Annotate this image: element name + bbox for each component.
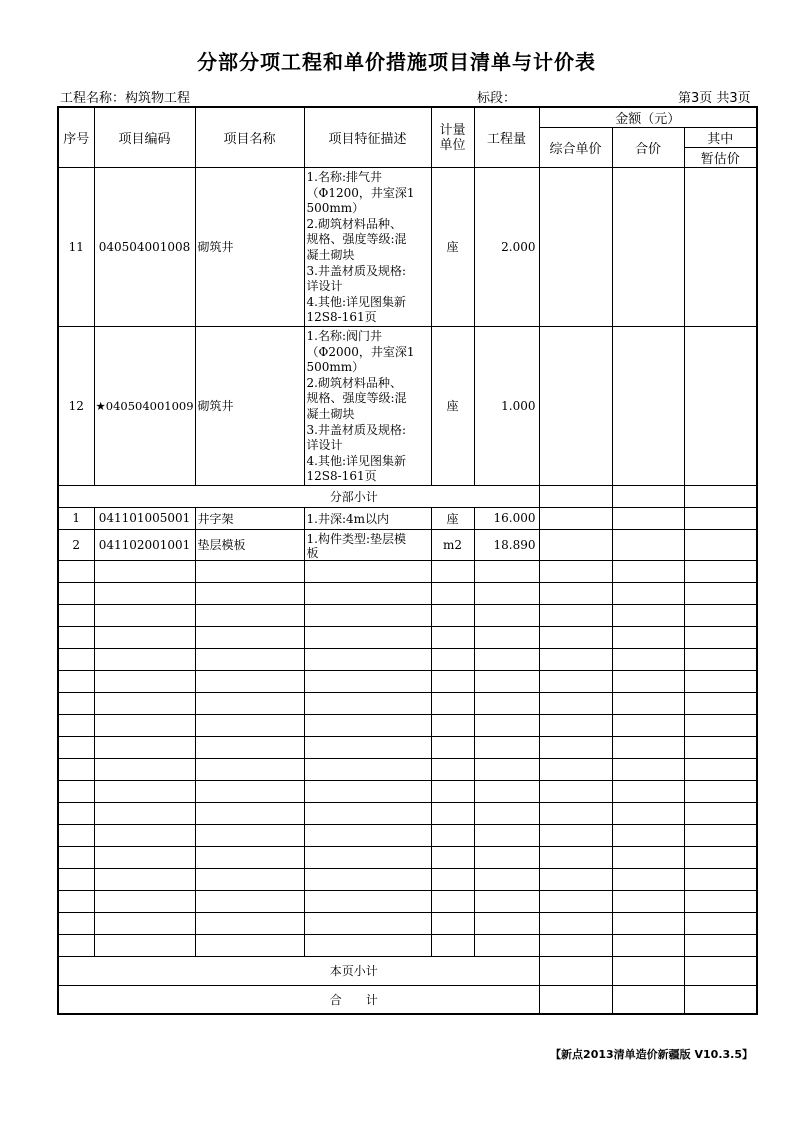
empty-cell [304,648,431,670]
empty-cell [431,912,474,934]
desc-line: 1.名称:排气井 [306,170,382,184]
row-unit: 座 [431,168,474,327]
desc-line: 规格、强度等级:混 [306,232,407,247]
page-subtotal-row [58,956,757,985]
empty-cell [304,626,431,648]
empty-cell [684,692,757,714]
empty-cell [195,912,304,934]
empty-cell [304,802,431,824]
desc-line: 凝土砌块 [306,406,355,421]
row-unit-price [539,168,612,327]
table-row [58,529,757,560]
empty-cell [684,736,757,758]
row-qty: 2.000 [474,168,539,327]
grand-total-row [58,985,757,1014]
header-amount: 金额（元） [539,107,757,128]
empty-row [58,934,757,956]
row-code: ★040504001009 [94,326,195,485]
header-unit [431,107,474,168]
empty-cell [684,714,757,736]
empty-cell [431,890,474,912]
empty-cell [94,648,195,670]
empty-cell [539,890,612,912]
empty-cell [58,648,94,670]
row-provisional [684,507,757,529]
grand-total-total [612,985,684,1014]
empty-row [58,560,757,582]
empty-cell [612,934,684,956]
empty-cell [431,846,474,868]
empty-cell [612,670,684,692]
empty-cell [94,912,195,934]
empty-cell [94,736,195,758]
desc-line: 12S8-161页 [306,469,377,484]
project-name: 工程名称：构筑物工程 [60,91,191,106]
software-footer: 【新点2013清单造价新疆版 V10.3.5】 [550,1048,753,1061]
empty-cell [684,560,757,582]
empty-cell [612,604,684,626]
empty-cell [195,824,304,846]
empty-cell [58,912,94,934]
empty-cell [474,868,539,890]
desc-line: 凝土砌块 [306,247,355,262]
empty-cell [539,846,612,868]
header-name: 项目名称 [195,107,304,168]
empty-cell [431,868,474,890]
header-seq: 序号 [58,107,94,168]
empty-cell [612,890,684,912]
empty-cell [94,626,195,648]
row-code: 040504001008 [94,168,195,327]
empty-cell [195,582,304,604]
row-unit-price [539,529,612,560]
header-unit-price: 综合单价 [539,128,612,168]
empty-cell [304,582,431,604]
empty-cell [431,802,474,824]
row-name: 垫层模板 [195,529,304,560]
row-desc: 1.井深:4m以内 [304,507,431,529]
empty-cell [474,912,539,934]
empty-cell [612,758,684,780]
empty-cell [58,692,94,714]
row-code: 041101005001 [94,507,195,529]
empty-cell [431,758,474,780]
row-qty: 16.000 [474,507,539,529]
row-total [612,529,684,560]
empty-cell [58,670,94,692]
table-row [58,507,757,529]
row-unit-price [539,326,612,485]
empty-cell [195,670,304,692]
empty-cell [195,714,304,736]
empty-cell [539,868,612,890]
empty-cell [304,780,431,802]
row-desc [304,529,431,560]
row-name: 井字架 [195,507,304,529]
section-label: 标段： [477,91,517,106]
empty-cell [304,604,431,626]
header-features: 项目特征描述 [304,107,431,168]
subtotal-label: 分部小计 [58,485,539,507]
row-seq: 2 [58,529,94,560]
empty-cell [304,912,431,934]
row-seq: 12 [58,326,94,485]
empty-cell [304,890,431,912]
empty-cell [431,604,474,626]
empty-cell [94,560,195,582]
row-unit: 座 [431,507,474,529]
empty-cell [612,692,684,714]
desc-line: 500mm） [306,201,365,216]
empty-cell [195,626,304,648]
empty-cell [539,604,612,626]
page-subtotal-label: 本页小计 [58,956,539,985]
empty-cell [539,560,612,582]
desc-line: 3.井盖材质及规格: [306,263,406,278]
empty-cell [94,670,195,692]
empty-cell [539,626,612,648]
header-quantity: 工程量 [474,107,539,168]
empty-cell [612,714,684,736]
empty-cell [684,890,757,912]
empty-cell [612,582,684,604]
row-qty: 1.000 [474,326,539,485]
empty-cell [58,736,94,758]
grand-total-unit-price [539,985,612,1014]
empty-cell [684,604,757,626]
empty-cell [431,692,474,714]
empty-cell [94,868,195,890]
desc-line: 12S8-161页 [306,310,377,325]
empty-row [58,604,757,626]
page-subtotal-unit-price [539,956,612,985]
empty-cell [474,758,539,780]
empty-cell [304,670,431,692]
empty-cell [94,758,195,780]
row-name: 砌筑井 [195,168,304,327]
subtotal-provisional [684,485,757,507]
grand-total-provisional [684,985,757,1014]
empty-cell [474,890,539,912]
empty-cell [304,824,431,846]
empty-row [58,692,757,714]
empty-cell [539,582,612,604]
empty-cell [539,802,612,824]
row-desc [304,168,431,327]
empty-cell [474,626,539,648]
empty-cell [94,780,195,802]
empty-cell [195,868,304,890]
empty-cell [474,560,539,582]
empty-cell [539,692,612,714]
empty-row [58,670,757,692]
empty-cell [684,824,757,846]
empty-cell [58,604,94,626]
empty-cell [58,714,94,736]
empty-cell [474,824,539,846]
empty-cell [304,868,431,890]
desc-line: 3.井盖材质及规格: [306,422,406,437]
empty-cell [612,846,684,868]
subtotal-row [58,485,757,507]
empty-cell [431,582,474,604]
empty-cell [195,560,304,582]
empty-cell [684,758,757,780]
empty-row [58,890,757,912]
table-row [58,326,757,485]
empty-cell [684,626,757,648]
empty-cell [539,670,612,692]
empty-row [58,736,757,758]
header-of-which: 其中 [684,128,757,148]
row-provisional [684,168,757,327]
desc-line: 2.砌筑材料品种、 [306,375,402,390]
empty-cell [195,692,304,714]
desc-line: 板 [306,545,319,560]
desc-line: 1.构件类型:垫层模 [306,531,406,546]
row-qty: 18.890 [474,529,539,560]
row-total [612,168,684,327]
empty-cell [304,758,431,780]
empty-cell [684,802,757,824]
row-unit-price [539,507,612,529]
empty-cell [474,736,539,758]
empty-cell [58,868,94,890]
empty-cell [195,648,304,670]
bill-table [57,106,758,1015]
row-provisional [684,529,757,560]
row-total [612,326,684,485]
empty-cell [304,560,431,582]
empty-cell [539,648,612,670]
page-subtotal-total [612,956,684,985]
empty-cell [539,934,612,956]
empty-cell [195,890,304,912]
empty-row [58,802,757,824]
empty-row [58,912,757,934]
empty-cell [94,714,195,736]
desc-line: 详设计 [306,438,343,453]
empty-row [58,758,757,780]
empty-cell [431,626,474,648]
empty-cell [612,648,684,670]
row-total [612,507,684,529]
empty-cell [195,604,304,626]
empty-cell [195,736,304,758]
page-subtotal-provisional [684,956,757,985]
subtotal-total [612,485,684,507]
empty-cell [612,626,684,648]
empty-cell [431,824,474,846]
subtotal-unit-price [539,485,612,507]
empty-cell [474,582,539,604]
desc-line: 详设计 [306,279,343,294]
empty-row [58,714,757,736]
empty-cell [58,802,94,824]
row-unit: 座 [431,326,474,485]
empty-cell [684,912,757,934]
empty-cell [58,824,94,846]
empty-cell [684,934,757,956]
empty-cell [58,934,94,956]
empty-cell [539,824,612,846]
empty-cell [431,934,474,956]
empty-cell [304,714,431,736]
empty-cell [474,780,539,802]
empty-cell [539,912,612,934]
row-seq: 1 [58,507,94,529]
empty-cell [612,736,684,758]
empty-cell [94,934,195,956]
empty-cell [431,780,474,802]
empty-cell [94,692,195,714]
empty-cell [58,846,94,868]
row-desc [304,326,431,485]
empty-cell [612,824,684,846]
empty-cell [58,890,94,912]
row-provisional [684,326,757,485]
empty-cell [94,824,195,846]
empty-cell [58,780,94,802]
header-total: 合价 [612,128,684,168]
desc-line: （Φ2000，井室深1 [306,344,415,359]
empty-row [58,648,757,670]
empty-cell [431,560,474,582]
row-seq: 11 [58,168,94,327]
empty-cell [431,648,474,670]
empty-cell [195,758,304,780]
empty-cell [612,912,684,934]
empty-row [58,824,757,846]
empty-cell [612,802,684,824]
empty-cell [539,736,612,758]
empty-cell [684,582,757,604]
desc-line: 4.其他:详见图集新 [306,453,406,468]
header-provisional: 暂估价 [684,148,757,168]
empty-cell [304,736,431,758]
empty-cell [94,582,195,604]
empty-cell [684,670,757,692]
empty-cell [474,846,539,868]
empty-cell [474,802,539,824]
empty-cell [474,692,539,714]
empty-cell [539,714,612,736]
header-code: 项目编码 [94,107,195,168]
empty-cell [612,780,684,802]
empty-rows [58,560,757,956]
desc-line: （Φ1200，井室深1 [306,185,415,200]
empty-cell [195,846,304,868]
empty-cell [684,648,757,670]
empty-cell [195,780,304,802]
row-unit: m2 [431,529,474,560]
empty-cell [431,670,474,692]
empty-cell [195,934,304,956]
empty-cell [474,714,539,736]
empty-row [58,868,757,890]
empty-cell [474,934,539,956]
empty-cell [612,868,684,890]
empty-cell [539,758,612,780]
empty-cell [304,846,431,868]
desc-line: 500mm） [306,360,365,375]
empty-row [58,846,757,868]
page-number: 第3页 共3页 [678,91,751,106]
grand-total-label: 合 计 [58,985,539,1014]
empty-cell [684,846,757,868]
empty-cell [304,692,431,714]
empty-cell [58,582,94,604]
empty-cell [94,604,195,626]
page-title: 分部分项工程和单价措施项目清单与计价表 [197,50,596,74]
empty-cell [94,846,195,868]
empty-cell [58,758,94,780]
empty-row [58,626,757,648]
empty-cell [684,868,757,890]
empty-cell [684,780,757,802]
empty-cell [58,560,94,582]
desc-line: 4.其他:详见图集新 [306,294,406,309]
empty-cell [94,890,195,912]
empty-cell [304,934,431,956]
header-unit-text: 计量单位 [439,122,466,153]
desc-line: 规格、强度等级:混 [306,391,407,406]
empty-cell [474,670,539,692]
table-row [58,168,757,327]
desc-line: 1.名称:阀门井 [306,328,382,343]
empty-row [58,582,757,604]
empty-cell [539,780,612,802]
desc-line: 2.砌筑材料品种、 [306,216,402,231]
empty-cell [431,714,474,736]
row-name: 砌筑井 [195,326,304,485]
empty-cell [474,604,539,626]
empty-cell [431,736,474,758]
empty-cell [58,626,94,648]
empty-cell [195,802,304,824]
empty-cell [612,560,684,582]
empty-cell [94,802,195,824]
row-code: 041102001001 [94,529,195,560]
empty-row [58,780,757,802]
empty-cell [474,648,539,670]
